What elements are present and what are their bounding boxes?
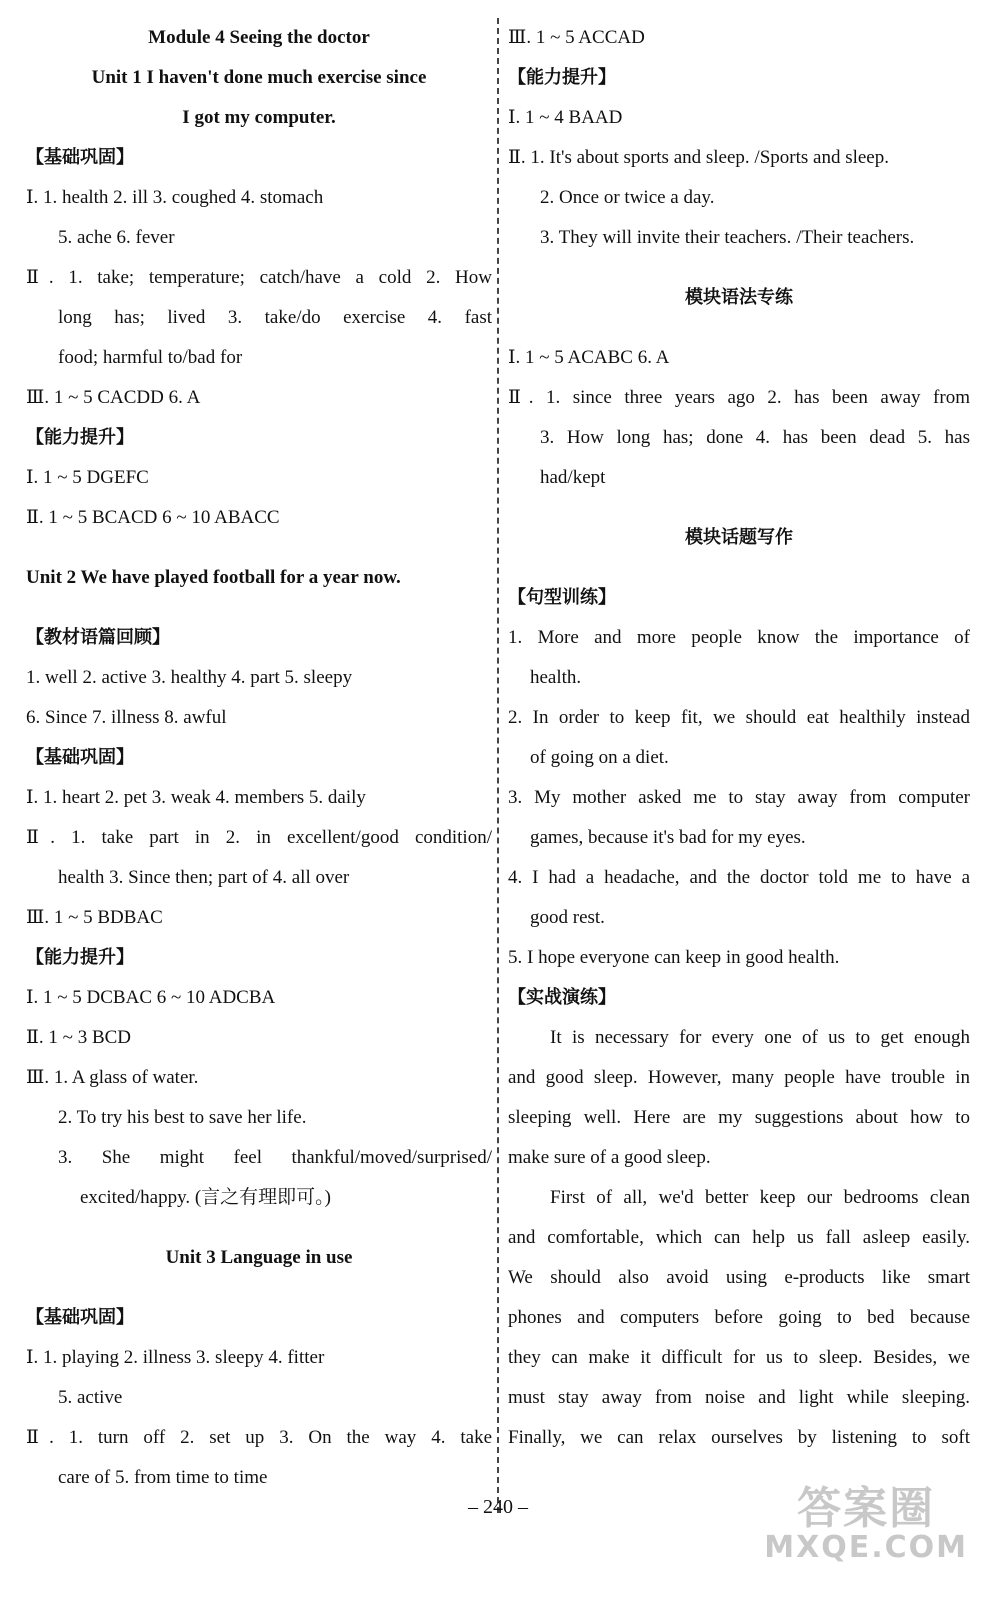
answer-line: had/kept [540, 467, 606, 488]
unit-title: Unit 3 Language in use [165, 1247, 353, 1268]
answer-line: 3. How long has; done 4. has been dead 5. has [540, 427, 970, 448]
section-heading: 【句型训练】 [508, 587, 616, 608]
answer-line: good rest. [530, 907, 605, 928]
answer-line: 4. I had a headache, and the doctor told me to have a [508, 867, 970, 888]
answer-line: Ⅱ. 1. take part in 2. in excellent/good condition/ [26, 827, 492, 848]
answer-line: 2. In order to keep fit, we should eat healthily instead [508, 707, 970, 728]
answer-line: games, because it's bad for my eyes. [530, 827, 806, 848]
answer-line: 2. To try his best to save her life. [58, 1107, 307, 1128]
section-heading: 模块话题写作 [685, 527, 793, 548]
answer-line: Ⅱ. 1. It's about sports and sleep. /Sports and sleep. [508, 147, 889, 168]
answer-line: phones and computers before going to bed because [508, 1307, 970, 1328]
answer-line: Ⅰ. 1 ~ 5 ACABC 6. A [508, 347, 670, 368]
answer-line: Ⅲ. 1 ~ 5 BDBAC [26, 907, 163, 928]
answer-line: health. [530, 667, 582, 688]
unit-title: Unit 1 I haven't done much exercise since [91, 67, 427, 88]
answer-line: Ⅰ. 1. heart 2. pet 3. weak 4. members 5. daily [26, 787, 366, 808]
page-number: – 240 – [468, 1496, 528, 1518]
answer-line: Ⅰ. 1 ~ 4 BAAD [508, 107, 623, 128]
answer-line: 1. well 2. active 3. healthy 4. part 5. sleepy [26, 667, 353, 688]
unit-title: Module 4 Seeing the doctor [148, 27, 370, 48]
answer-line: Ⅱ. 1 ~ 3 BCD [26, 1027, 132, 1048]
answer-line: they can make it difficult for us to sleep. Besides, we [508, 1347, 970, 1368]
answer-line: Ⅱ. 1. turn off 2. set up 3. On the way 4. take [26, 1427, 492, 1448]
answer-line: sleeping well. Here are my suggestions about how to [508, 1107, 970, 1128]
answer-line: long has; lived 3. take/do exercise 4. fast [58, 307, 492, 328]
left-column [26, 18, 492, 1498]
watermark-line2: MXQE.COM [764, 1530, 968, 1565]
section-heading: 【能力提升】 [508, 67, 616, 88]
section-heading: 【基础巩固】 [26, 747, 134, 768]
answer-line: Ⅰ. 1. playing 2. illness 3. sleepy 4. fitter [26, 1347, 325, 1368]
answer-line: 3. She might feel thankful/moved/surprised/ [58, 1147, 492, 1168]
answer-line: Ⅲ. 1. A glass of water. [26, 1067, 199, 1088]
section-heading: 模块语法专练 [685, 287, 793, 308]
answer-line: and good sleep. However, many people have trouble in [508, 1067, 970, 1088]
answer-line: must stay away from noise and light while sleeping. [508, 1387, 970, 1408]
answer-line: Ⅰ. 1. health 2. ill 3. coughed 4. stomach [26, 187, 324, 208]
answer-line: 3. They will invite their teachers. /Their teachers. [540, 227, 915, 248]
answer-line: 5. I hope everyone can keep in good health. [508, 947, 840, 968]
answer-line: Ⅱ. 1. since three years ago 2. has been away from [508, 387, 970, 408]
watermark-logo [764, 1472, 968, 1565]
answer-line: excited/happy. (言之有理即可。) [80, 1187, 331, 1208]
answer-line: Ⅲ. 1 ~ 5 ACCAD [508, 27, 645, 48]
answer-line: make sure of a good sleep. [508, 1147, 711, 1168]
answer-line: Ⅰ. 1 ~ 5 DGEFC [26, 467, 149, 488]
section-heading: 【基础巩固】 [26, 147, 134, 168]
unit-title: Unit 2 We have played football for a year now. [26, 567, 401, 588]
answer-line: health 3. Since then; part of 4. all over [58, 867, 350, 888]
answer-line: Ⅲ. 1 ~ 5 CACDD 6. A [26, 387, 201, 408]
answer-line: 2. Once or twice a day. [540, 187, 715, 208]
answer-line: It is necessary for every one of us to get enough [550, 1027, 970, 1048]
section-heading: 【能力提升】 [26, 427, 134, 448]
answer-line: care of 5. from time to time [58, 1467, 268, 1488]
section-heading: 【基础巩固】 [26, 1307, 134, 1328]
watermark-line1: 答案圈 [797, 1483, 936, 1534]
answer-line: Ⅱ. 1. take; temperature; catch/have a cold 2. How [26, 267, 492, 288]
answer-line: food; harmful to/bad for [58, 347, 243, 368]
answer-line: of going on a diet. [530, 747, 669, 768]
answer-line: Ⅱ. 1 ~ 5 BCACD 6 ~ 10 ABACC [26, 507, 280, 528]
answer-line: 6. Since 7. illness 8. awful [26, 707, 227, 728]
section-heading: 【能力提升】 [26, 947, 134, 968]
answer-line: First of all, we'd better keep our bedrooms clean [550, 1187, 970, 1208]
answer-line: Finally, we can relax ourselves by listening to soft [508, 1427, 970, 1448]
right-column [508, 18, 970, 1458]
answer-line: 5. ache 6. fever [58, 227, 175, 248]
section-heading: 【实战演练】 [508, 987, 616, 1008]
section-heading: 【教材语篇回顾】 [26, 627, 170, 648]
answer-line: 5. active [58, 1387, 123, 1408]
answer-line: and comfortable, which can help us fall asleep easily. [508, 1227, 970, 1248]
answer-line: 3. My mother asked me to stay away from computer [508, 787, 970, 808]
unit-title: I got my computer. [182, 107, 336, 128]
column-divider [497, 18, 499, 1513]
answer-line: 1. More and more people know the importance of [508, 627, 970, 648]
answer-line: We should also avoid using e-products like smart [508, 1267, 970, 1288]
answer-line: Ⅰ. 1 ~ 5 DCBAC 6 ~ 10 ADCBA [26, 987, 276, 1008]
